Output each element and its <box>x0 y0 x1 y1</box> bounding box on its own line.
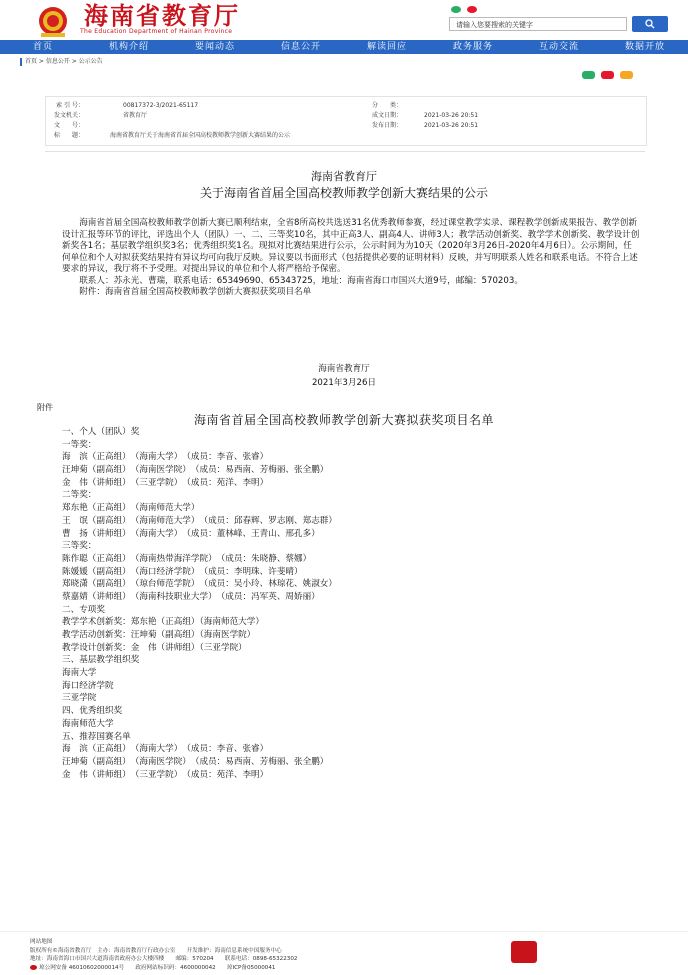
meta-issuer-value: 省教育厅 <box>123 112 148 119</box>
nav-item-interaction[interactable]: 互动交流 <box>538 42 579 52</box>
police-badge-icon <box>30 965 37 970</box>
footer-address: 地址：海南省海口市国兴大道海南省政府办公大楼四楼 邮编：570204 联系电话：0898-65322302 <box>30 956 298 962</box>
share-weibo-icon[interactable] <box>601 71 614 79</box>
award-list-line: 一等奖： <box>62 439 97 450</box>
signature-date: 2021年3月26日 <box>311 378 377 388</box>
meta-published-value: 2021-03-26 20:51 <box>424 122 479 129</box>
award-list-line: 陈媛媛（副高组） （海口经济学院） （成员：李明珠、许斐晴） <box>62 566 303 577</box>
wechat-icon[interactable] <box>451 6 461 13</box>
award-list-line: 五、推荐国赛名单 <box>62 731 131 742</box>
nav-item-disclosure[interactable]: 信息公开 <box>280 42 321 52</box>
footer-copyright: 版权所有©海南省教育厅 主办：海南省教育厅行政办公室 开发维护：海南信息系统中国服务中心 <box>30 947 282 954</box>
share-qzone-icon[interactable] <box>620 71 633 79</box>
award-list-line: 海南大学 <box>62 668 97 679</box>
award-list-line: 郑晓潇（副高组） （琼台师范学院） （成员：吴小玲、林琼花、姚淑女） <box>62 579 337 590</box>
document-org: 海南省教育厅 <box>311 170 377 183</box>
award-list <box>62 426 622 781</box>
award-list-line: 四、优秀组织奖 <box>62 706 123 717</box>
award-list-line: 海南师范大学 <box>62 718 114 729</box>
award-list-line: 三等奖： <box>62 541 97 552</box>
meta-created-label: 成文日期： <box>371 112 402 119</box>
nav-item-interpretation[interactable]: 解读回应 <box>366 42 407 52</box>
award-list-line: 一、个人（团队）奖 <box>62 427 140 437</box>
nav-item-home[interactable]: 首页 <box>32 42 53 52</box>
award-list-line: 王 氓（副高组） （海南师范大学） （成员：邱春辉、罗志刚、郑志群） <box>62 515 337 526</box>
meta-subject-label: 标 题： <box>53 132 84 139</box>
social-links <box>451 6 477 13</box>
body-paragraph-main: 海南省首届全国高校教师教学创新大赛已顺利结束，全省8所高校共选送31名优秀教师参赛，经过课堂教学实录、课程教学创新成果报告、教学创新设计汇报等环节的评比，评选出个人（团队）一、二、三等奖10名，其中正高3人、副高4人、讲师3人；教学活动创新奖、教学学术创新奖、教学设计创新奖各1名；基层教学组织奖3名；优秀组织奖1名。现拟对比赛结果进行公示，公示时间为为10天（2020年3月26日-2020年4月6日）。公示期间，任何单位和个人对拟获奖结果持有异议均可向我厅反映。异议要以书面形式（包括提供必要的证明材料）反映，并写明联系人姓名和联系电话。不符合上述要求的异议，我厅将不予受理。对提出异议的单位和个人将严格给予保密。 <box>62 218 640 274</box>
main-nav <box>0 40 688 54</box>
award-list-line: 曹 扬（讲师组） （海南大学） （成员：董林峰、王青山、邢孔多） <box>62 528 320 539</box>
award-list-line: 教学设计创新奖：金 伟（讲师组）（三亚学院） <box>62 642 247 653</box>
meta-published-label: 发布日期： <box>371 122 402 129</box>
body-paragraph-contact: 联系人：苏永光、曹瑞，联系电话：65349690、65343725，地址：海南省海口市国兴大道9号，邮编：570203。 <box>79 275 523 286</box>
award-list-line: 海口经济学院 <box>62 680 114 691</box>
government-site-badge-icon[interactable] <box>511 941 537 963</box>
attachment-title: 海南省首届全国高校教师教学创新大赛拟获奖项目名单 <box>193 413 494 427</box>
meta-index-value: 00817372-3/2021-65117 <box>123 102 199 109</box>
award-list-line: 蔡嘉婧（讲师组） （海南科技职业大学） （成员：冯军英、周娇丽） <box>62 591 320 602</box>
award-list-line: 海 滨（正高组） （海南大学） （成员：李音、张睿） <box>62 744 269 755</box>
award-list-line: 三亚学院 <box>62 693 97 704</box>
share-wechat-icon[interactable] <box>582 71 595 79</box>
document-metadata <box>45 96 647 146</box>
search-button[interactable] <box>632 16 668 32</box>
search-icon <box>645 19 655 29</box>
national-emblem-icon <box>33 5 73 39</box>
footer-sitemap-link[interactable]: 网站地图 <box>30 939 53 945</box>
attachment-label: 附件 <box>37 403 53 412</box>
award-list-line: 金 伟（讲师组） （三亚学院） （成员：苑洋、李明） <box>62 769 269 780</box>
meta-created-value: 2021-03-26 20:51 <box>424 112 479 119</box>
award-list-line: 陈作聪（正高组） （海南热带海洋学院） （成员：朱晓静、蔡娜） <box>62 553 312 564</box>
award-list-line: 教学活动创新奖：汪坤菊（副高组）（海南医学院） <box>62 630 256 640</box>
site-subtitle: The Education Department of Hainan Province <box>80 28 233 35</box>
award-list-line: 二、专项奖 <box>62 604 105 615</box>
nav-item-about[interactable]: 机构介绍 <box>108 42 149 52</box>
body-paragraph-attachment[interactable]: 附件：海南省首届全国高校教师教学创新大赛拟获奖项目名单 <box>79 287 312 297</box>
site-title[interactable]: 海南省教育厅 <box>84 2 240 30</box>
search-input[interactable]: 请输入您要搜索的关键字 <box>449 17 627 31</box>
footer-registration <box>30 964 297 973</box>
award-list-line: 金 伟（讲师组） （三亚学院） （成员：苑洋、李明） <box>62 477 269 488</box>
site-header <box>0 0 688 40</box>
document-body <box>62 218 640 299</box>
award-list-line: 汪坤菊（副高组） （海南医学院） （成员：易西南、芳梅丽、张全鹏） <box>62 756 329 767</box>
weibo-icon[interactable] <box>467 6 477 13</box>
nav-item-news[interactable]: 要闻动态 <box>194 42 235 52</box>
nav-item-open-data[interactable]: 数据开放 <box>624 42 665 52</box>
site-footer <box>30 938 297 972</box>
meta-category-label: 分 类： <box>371 102 402 109</box>
award-list-line: 三、基层教学组织奖 <box>62 655 140 666</box>
award-list-line: 教学学术创新奖：郑东艳（正高组）（海南师范大学） <box>62 617 264 628</box>
document-title: 关于海南省首届全国高校教师教学创新大赛结果的公示 <box>199 186 488 200</box>
award-list-line: 郑东艳（正高组） （海南师范大学） <box>62 503 200 514</box>
award-list-line: 汪坤菊（副高组） （海南医学院） （成员：易西南、芳梅丽、张全鹏） <box>62 465 329 476</box>
breadcrumb[interactable]: 首页 > 信息公开 > 公示公告 <box>20 58 103 66</box>
divider <box>45 151 645 152</box>
meta-index-label: 索 引 号： <box>56 102 84 109</box>
award-list-line: 海 滨（正高组） （海南大学） （成员：李音、张睿） <box>62 452 269 463</box>
signature-org: 海南省教育厅 <box>318 364 370 374</box>
footer-divider <box>0 931 688 932</box>
meta-issuer-label: 发文机关： <box>53 112 84 119</box>
share-buttons <box>582 71 633 79</box>
nav-item-services[interactable]: 政务服务 <box>452 42 493 52</box>
meta-subject-value: 海南省教育厅关于海南省首届全国高校教师教学创新大赛结果的公示 <box>110 132 291 139</box>
footer-registration-text[interactable]: 琼公网安备 46010602000014号 政府网站标识码：4600000042 琼ICP备05000041 <box>39 964 276 971</box>
meta-docno-label: 文 号： <box>53 122 84 129</box>
award-list-line: 二等奖： <box>62 490 97 501</box>
